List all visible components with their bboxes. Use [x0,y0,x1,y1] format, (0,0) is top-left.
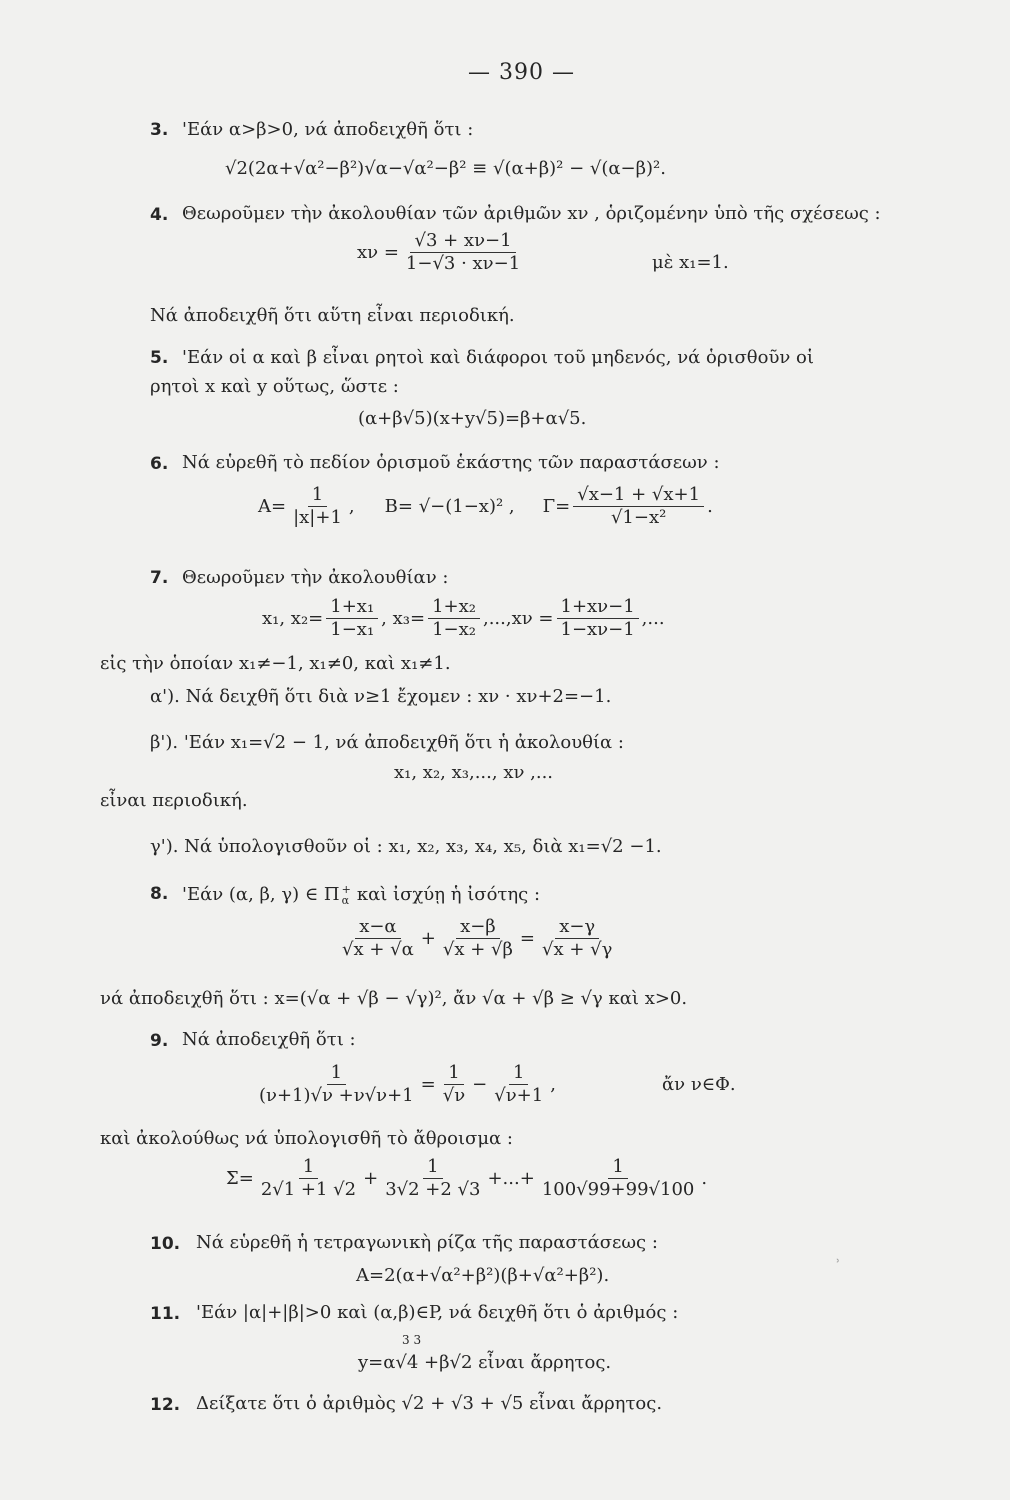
problem-8-plus: + [420,927,436,949]
problem-8-f3-denominator: √x + √γ [542,939,613,960]
problem-8-superscript: + [341,883,351,896]
problem-8-f2-numerator: x−β [456,918,500,939]
problem-6-g-lhs: Γ= [542,495,571,517]
problem-11-number: 11. [150,1304,181,1324]
problem-8-f1-numerator: x−α [355,918,400,939]
problem-9-s1-numerator: 1 [299,1158,318,1179]
problem-9-comma: , [550,1073,556,1095]
problem-6-g-denominator: √1−x² [610,507,667,528]
problem-9-sum-lhs: Σ= [226,1167,254,1189]
problem-12-number: 12. [150,1395,181,1415]
problem-7-seq-start: x₁, x₂= [262,607,324,629]
problem-8-text [182,884,540,906]
problem-8-fraction-1 [338,918,418,959]
problem-10-formula: A=2(α+√α²+β²)(β+√α²+β²). [356,1265,610,1286]
problem-9-equals: = [420,1073,436,1095]
problem-9-f2-denominator: √ν [442,1085,466,1106]
problem-6-end: . [707,495,713,517]
problem-9-text2: καὶ ἀκολούθως νά ὑπολογισθῆ τὸ ἄθροισμα : [100,1128,513,1149]
problem-9-sum-term-3 [538,1158,699,1199]
problem-7-part-b-end: εἶναι περιοδική. [100,790,248,811]
problem-9-sum-term-2 [381,1158,484,1199]
problem-6-a-denominator: |x|+1 [293,507,342,528]
problem-9-s3-denominator: 100√99+99√100 [541,1179,695,1200]
problem-7-text: Θεωροῦμεν τὴν ἀκολουθίαν : [182,567,449,588]
problem-9-number: 9. [150,1031,169,1051]
problem-7-f3-numerator: 1+xν−1 [557,598,639,619]
margin-mark: ˒ [836,1254,841,1270]
problem-9-f3-denominator: √ν+1 [494,1085,544,1106]
problem-11-formula: y=α√4 +β√2 εἶναι ἄρρητος. [358,1352,612,1373]
problem-9-s2-denominator: 3√2 +2 √3 [385,1179,481,1200]
problem-7-f2-denominator: 1−x₂ [432,619,476,640]
problem-7-fraction-3 [557,598,639,639]
problem-8-subscript: α [341,894,350,907]
problem-10-number: 10. [150,1234,181,1254]
problem-6-a-fraction [289,486,346,527]
problem-7-part-b: β'). 'Εάν x₁=√2 − 1, νά ἀποδειχθῆ ὅτι ἡ ἀκολουθία : [150,732,624,753]
problem-3-formula: √2(2α+√α²−β²)√α−√α²−β² ≡ √(α+β)² − √(α−β)². [225,158,666,179]
problem-8-equals: = [519,927,535,949]
problem-7-part-a: α'). Νά δειχθῆ ὅτι διὰ ν≥1 ἔχομεν : xν · xν+2=−1. [150,686,612,707]
problem-7-condition: εἰς τὴν ὁποίαν x₁≠−1, x₁≠0, καὶ x₁≠1. [100,653,451,674]
problem-9-f1-numerator: 1 [327,1064,346,1085]
problem-8-fraction-2 [439,918,517,959]
problem-9-s1-denominator: 2√1 +1 √2 [260,1179,357,1200]
problem-9-sum-end: . [701,1167,708,1189]
problem-9-text: Νά ἀποδειχθῆ ὅτι : [182,1029,356,1050]
problem-9-sum [226,1158,707,1199]
problem-5-text: 'Εάν οἱ α καὶ β εἶναι ρητοὶ καὶ διάφοροι τοῦ μηδενός, νά ὁρισθοῦν οἱ [182,347,814,368]
problem-6-formulas [258,486,713,527]
problem-7-fraction-2 [428,598,480,639]
problem-8-text-main: 'Εάν (α, β, γ) ∈ Π [182,884,340,905]
problem-6-sep: , [348,495,355,517]
problem-6-g-fraction [573,486,704,527]
problem-4-numerator: √3 + xν−1 [410,232,515,253]
problem-5-number: 5. [150,348,169,368]
problem-7-seq-2: , x₃= [381,607,426,629]
problem-11-text: 'Εάν |α|+|β|>0 καὶ (α,β)∈P, νά δειχθῆ ὅτι ὁ ἀριθμός : [196,1302,679,1323]
problem-4-fraction [402,232,524,273]
problem-4-text2: Νά ἀποδειχθῆ ὅτι αὕτη εἶναι περιοδική. [150,305,515,326]
problem-5-formula: (α+β√5)(x+y√5)=β+α√5. [358,408,587,429]
problem-4-denominator: 1−√3 · xν−1 [405,253,521,274]
problem-9-minus: − [472,1073,488,1095]
problem-6-a-lhs: A= [258,495,287,517]
problem-6-number: 6. [150,454,169,474]
problem-4-text: Θεωροῦμεν τὴν ἀκολουθίαν τῶν ἀριθμῶν xν , ὁριζομένην ὑπὸ τῆς σχέσεως : [182,203,881,224]
problem-4-lhs: xν = [357,241,399,263]
problem-4-formula [357,232,527,273]
problem-3-number: 3. [150,120,169,140]
problem-8-text-cont: καὶ ἰσχύῃ ἡ ἰσότης : [356,884,541,905]
problem-8-f1-denominator: √x + √α [342,939,414,960]
problem-9-condition: ἄν ν∈Φ. [662,1074,736,1095]
problem-8-conclusion: νά ἀποδειχθῆ ὅτι : x=(√α + √β − √γ)², ἄν √α + √β ≥ √γ καὶ x>0. [100,988,688,1009]
problem-8-f2-denominator: √x + √β [442,939,513,960]
problem-10-text: Νά εὑρεθῆ ἡ τετραγωνικὴ ρίζα τῆς παραστάσεως : [196,1232,658,1253]
problem-7-sequence [262,598,665,639]
problem-7-part-b-sequence: x₁, x₂, x₃,..., xν ,... [394,762,554,783]
problem-8-number: 8. [150,884,169,904]
problem-8-f3-numerator: x−γ [555,918,599,939]
problem-4-number: 4. [150,205,169,225]
problem-7-number: 7. [150,568,169,588]
problem-9-s2-numerator: 1 [423,1158,442,1179]
problem-11-root-indices: 3 3 [402,1333,422,1347]
problem-9-sum-term-1 [257,1158,360,1199]
problem-6-a-numerator: 1 [308,486,327,507]
problem-9-identity [252,1064,556,1105]
problem-7-part-c: γ'). Νά ὑπολογισθοῦν οἱ : x₁, x₂, x₃, x₄, x₅, διὰ x₁=√2 −1. [150,836,662,857]
problem-9-sum-plus: + [363,1167,379,1189]
problem-7-f2-numerator: 1+x₂ [428,598,480,619]
problem-9-fraction-3 [490,1064,547,1105]
problem-6-text: Νά εὑρεθῆ τὸ πεδίον ὁρισμοῦ ἑκάστης τῶν παραστάσεων : [182,452,720,473]
problem-5-text2: ρητοὶ x καὶ y οὕτως, ὥστε : [150,376,399,397]
problem-7-seq-3: ,...,xν = [482,607,554,629]
problem-9-f2-numerator: 1 [444,1064,463,1085]
problem-7-f3-denominator: 1−xν−1 [560,619,635,640]
problem-7-f1-denominator: 1−x₁ [330,619,375,640]
problem-9-fraction-1 [255,1064,418,1105]
problem-3-text: 'Εάν α>β>0, νά ἀποδειχθῆ ὅτι : [182,119,474,140]
problem-7-f1-numerator: 1+x₁ [326,598,378,619]
problem-9-s3-numerator: 1 [608,1158,627,1179]
problem-9-f1-denominator: (ν+1)√ν +ν√ν+1 [259,1085,414,1106]
problem-8-fraction-3 [538,918,616,959]
problem-9-sum-dots: +...+ [487,1167,535,1189]
problem-9-f3-numerator: 1 [509,1064,528,1085]
problem-4-condition: μὲ x₁=1. [652,252,729,273]
problem-7-seq-end: ,... [641,607,665,629]
problem-8-equation [335,918,619,959]
problem-9-fraction-2 [439,1064,469,1105]
page-number: — 390 — [468,60,575,85]
problem-6-g-numerator: √x−1 + √x+1 [573,486,704,507]
problem-6-b: B= √−(1−x)² , [384,495,515,517]
problem-12-text: Δείξατε ὅτι ὁ ἀριθμὸς √2 + √3 + √5 εἶναι ἄρρητος. [196,1393,663,1414]
problem-7-fraction-1 [326,598,378,639]
